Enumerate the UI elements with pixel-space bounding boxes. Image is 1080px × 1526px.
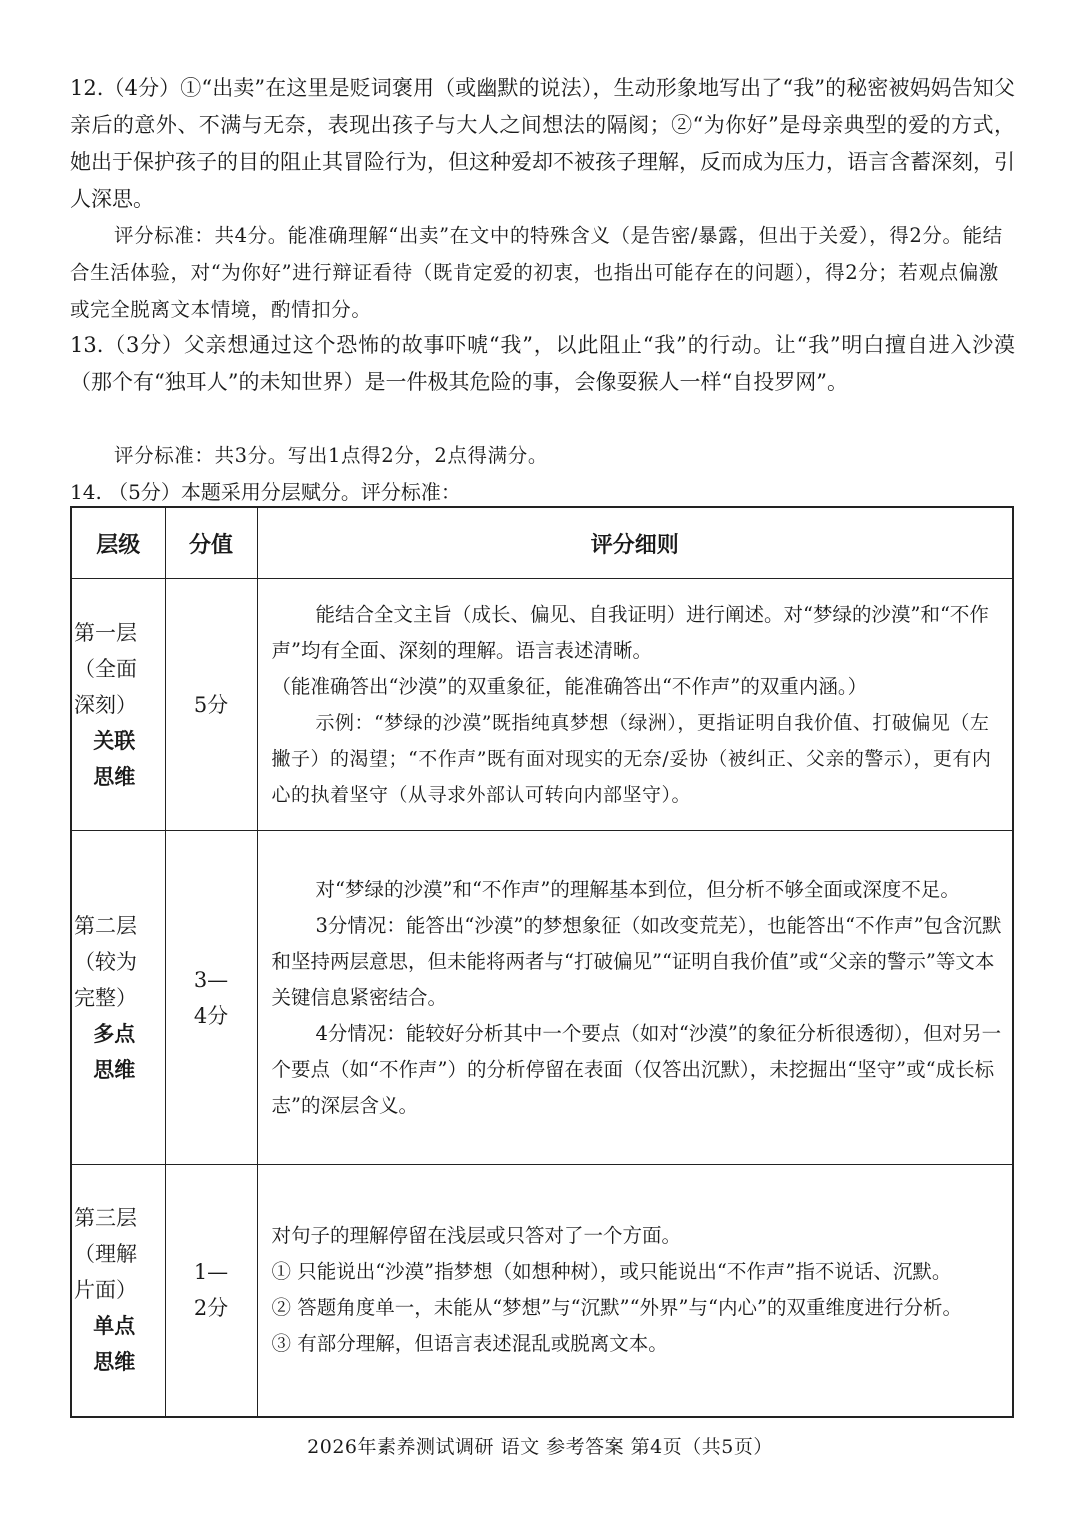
level-cell: [71, 1165, 165, 1417]
level-name: 第三层: [74, 1206, 137, 1231]
table-row: [71, 1165, 1013, 1417]
thinking-type-1: 关联: [93, 728, 136, 753]
level-desc-1: （理解: [74, 1242, 137, 1267]
score-range-end: 2分: [193, 1296, 229, 1321]
detail-text: 对句子的理解停留在浅层或只答对了一个方面。: [271, 1224, 682, 1248]
detail-cell: [257, 831, 1013, 1165]
q12-answer: 12.（4分）①“出卖”在这里是贬词褒用（或幽默的说法），生动形象地写出了“我”的秘密被妈妈告知父亲后的意外、不满与无奈，表现出孩子与大人之间想法的隔阂；②“为你好”是母亲典型的爱的方式，她出于保护孩子的目的阻止其冒险行为，但这种爱却不被孩子理解，反而成为压力，语言含蓄深刻，引人深思。: [70, 76, 1015, 211]
level-name: 第一层: [74, 620, 137, 645]
level-cell: [71, 831, 165, 1165]
score-range-end: 4分: [193, 1003, 229, 1028]
example-text: 示例：“梦绿的沙漠”既指纯真梦想（绿洲），更指证明自我价值、打破偏见（左撇子）的渴望；“不作声”既有面对现实的无奈/妥协（被纠正、父亲的警示），更有内心的执着坚守（从寻求外部认可转向内部坚守）。: [271, 711, 992, 806]
detail-text: ① 只能说出“沙漠”指梦想（如想种树），或只能说出“不作声”指不说话、沉默。: [271, 1260, 952, 1284]
score-cell: [165, 1165, 257, 1417]
detail-text: ② 答题角度单一，未能从“梦想”与“沉默”“外界”与“内心”的双重维度进行分析。: [271, 1296, 962, 1320]
score-range-start: 3—: [193, 967, 229, 992]
q13-answer: 13.（3分）父亲想通过这个恐怖的故事吓唬“我”，以此阻止“我”的行动。让“我”明白擅自进入沙漠（那个有“独耳人”的未知世界）是一件极其危险的事，会像耍猴人一样“自投罗网”。: [70, 333, 1015, 394]
detail-text: 4分情况：能较好分析其中一个要点（如对“沙漠”的象征分析很透彻），但对另一个要点（如“不作声”）的分析停留在表面（仅答出沉默），未挖掘出“坚守”或“成长标志”的深层含义。: [271, 1021, 1002, 1117]
detail-text: 对“梦绿的沙漠”和“不作声”的理解基本到位，但分析不够全面或深度不足。: [315, 877, 960, 901]
level-desc-1: （全面: [74, 656, 137, 681]
table-row: [71, 579, 1013, 831]
score-cell: 5分: [165, 579, 257, 831]
detail-text: （能准确答出“沙漠”的双重象征，能准确答出“不作声”的双重内涵。）: [271, 674, 868, 698]
thinking-type-2: 思维: [93, 764, 136, 789]
detail-text: 能结合全文主旨（成长、偏见、自我证明）进行阐述。对“梦绿的沙漠”和“不作声”均有全面、深刻的理解。语言表述清晰。: [271, 602, 989, 662]
level-name: 第二层: [74, 913, 137, 938]
thinking-type-1: 单点: [93, 1314, 136, 1339]
score-cell: [165, 831, 257, 1165]
thinking-type-1: 多点: [93, 1021, 136, 1046]
detail-text: ③ 有部分理解，但语言表述混乱或脱离文本。: [271, 1332, 668, 1356]
detail-cell: [257, 579, 1013, 831]
thinking-type-2: 思维: [93, 1057, 136, 1082]
header-detail: 评分细则: [257, 507, 1013, 579]
level-desc-2: 深刻）: [74, 692, 137, 717]
table-header-row: [71, 507, 1013, 579]
level-desc-1: （较为: [74, 949, 137, 974]
q14-intro: 14. （5分）本题采用分层赋分。评分标准：: [70, 480, 461, 504]
q13-criteria: 评分标准：共3分。写出1点得2分，2点得满分。: [114, 444, 548, 467]
detail-text: 3分情况：能答出“沙漠”的梦想象征（如改变荒芜），也能答出“不作声”包含沉默和坚持两层意思，但未能将两者与“打破偏见”“证明自我价值”或“父亲的警示”等文本关键信息紧密结合。: [271, 913, 1002, 1009]
table-row: [71, 831, 1013, 1165]
thinking-type-2: 思维: [93, 1350, 136, 1375]
header-level: 层级: [71, 507, 165, 579]
level-desc-2: 完整）: [74, 985, 137, 1010]
header-score: 分值: [165, 507, 257, 579]
detail-cell: [257, 1165, 1013, 1417]
grading-table: [70, 506, 1014, 1418]
q12-criteria: 评分标准：共4分。能准确理解“出卖”在文中的特殊含义（是告密/暴露，但出于关爱），得2分。能结合生活体验，对“为你好”进行辩证看待（既肯定爱的初衷，也指出可能存在的问题），得2分；若观点偏激或完全脱离文本情境，酌情扣分。: [70, 224, 1003, 321]
page-footer: 2026年素养测试调研 语文 参考答案 第4页（共5页）: [307, 1436, 773, 1458]
level-desc-2: 片面）: [74, 1278, 137, 1303]
level-cell: [71, 579, 165, 831]
score-range-start: 1—: [193, 1260, 229, 1285]
